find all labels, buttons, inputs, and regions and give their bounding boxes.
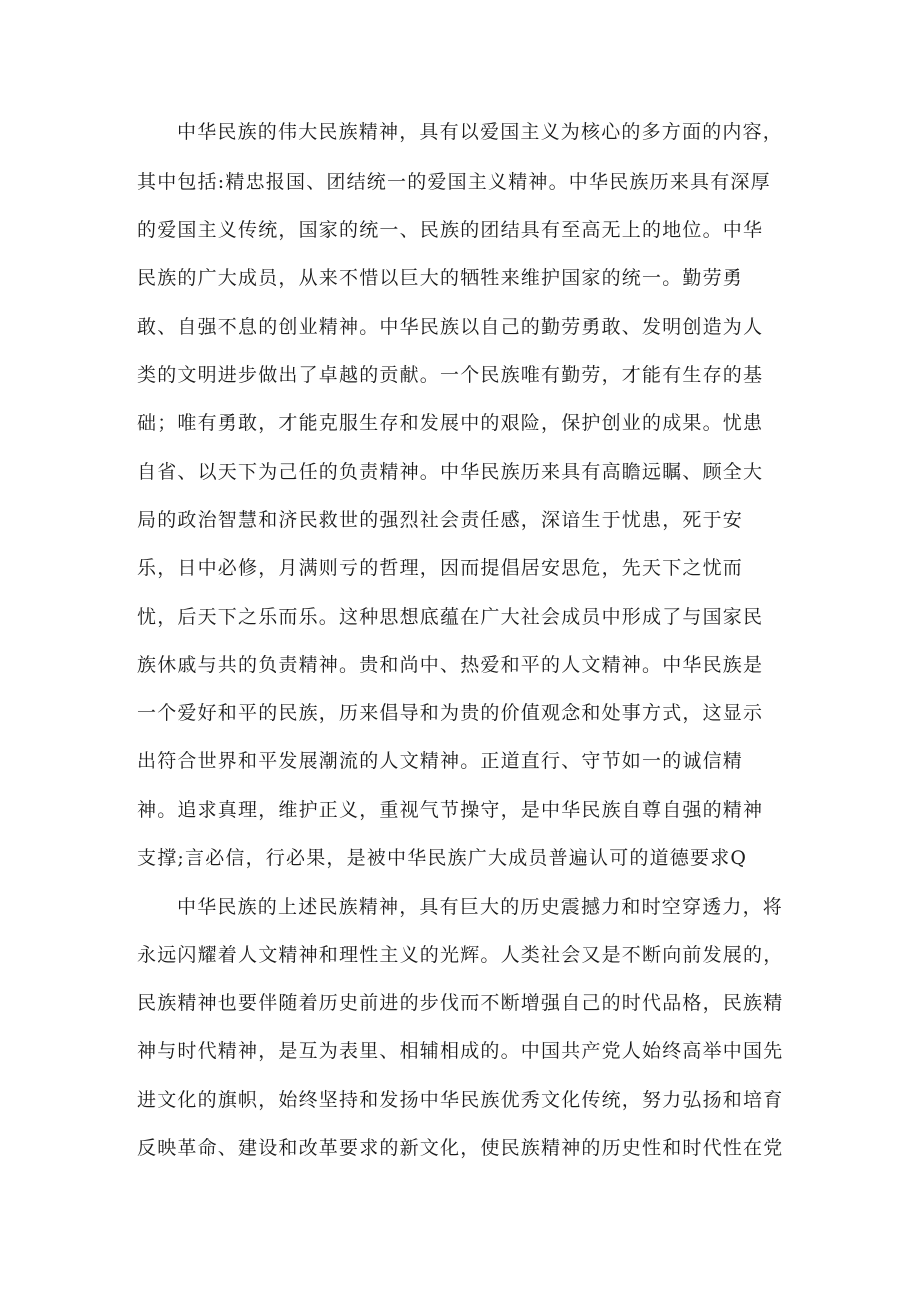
text-line: 局的政治智慧和济民救世的强烈社会责任感，深谙生于忧患，死于安 [137, 509, 744, 531]
text-line: 支撑;言必信，行必果，是被中华民族广大成员普遍认可的道德要求Q [137, 847, 748, 869]
text-line: 自省、以天下为己任的负责精神。中华民族历来具有高瞻远瞩、顾全大 [137, 461, 764, 483]
text-line: 进文化的旗帜，始终坚持和发扬中华民族优秀文化传统，努力弘扬和培育 [137, 1089, 784, 1111]
text-line: 反映革命、建设和改革要求的新文化，使民族精神的历史性和时代性在党 [137, 1137, 784, 1159]
text-line: 族休戚与共的负责精神。贵和尚中、热爱和平的人文精神。中华民族是 [137, 654, 764, 676]
text-line: 永远闪耀着人文精神和理性主义的光辉。人类社会又是不断向前发展的， [137, 944, 784, 966]
text-line: 类的文明进步做出了卓越的贡献。一个民族唯有勤劳，才能有生存的基 [137, 364, 764, 386]
text-line: 一个爱好和平的民族，历来倡导和为贵的价值观念和处事方式，这显示 [137, 702, 764, 724]
text-line: 民族的广大成员，从来不惜以巨大的牺牲来维护国家的统一。勤劳勇 [137, 267, 744, 289]
text-line: 其中包括:精忠报国、团结统一的爱国主义精神。中华民族历来具有深厚 [137, 171, 771, 193]
text-line: 乐，日中必修，月满则亏的哲理，因而提倡居安思危，先天下之忧而 [137, 557, 744, 579]
text-line: 出符合世界和平发展潮流的人文精神。正道直行、守节如一的诚信精 [137, 750, 744, 772]
text-line: 神。追求真理，维护正义，重视气节操守，是中华民族自尊自强的精神 [137, 799, 764, 821]
text-line: 中华民族的上述民族精神，具有巨大的历史震撼力和时空穿透力，将 [177, 896, 784, 918]
text-line: 础；唯有勇敢，才能克服生存和发展中的艰险，保护创业的成果。忧患 [137, 412, 764, 434]
text-line: 中华民族的伟大民族精神，具有以爱国主义为核心的多方面的内容， [177, 121, 784, 143]
text-line: 敢、自强不息的创业精神。中华民族以自己的勤劳勇敢、发明创造为人 [137, 316, 764, 338]
text-line: 民族精神也要伴随着历史前进的步伐而不断增强自己的时代品格，民族精 [137, 992, 784, 1014]
text-line: 的爱国主义传统，国家的统一、民族的团结具有至高无上的地位。中华 [137, 219, 764, 241]
text-line: 神与时代精神，是互为表里、相辅相成的。中国共产党人始终高举中国先 [137, 1040, 784, 1062]
text-line: 忧，后天下之乐而乐。这种思想底蕴在广大社会成员中形成了与国家民 [137, 606, 764, 628]
